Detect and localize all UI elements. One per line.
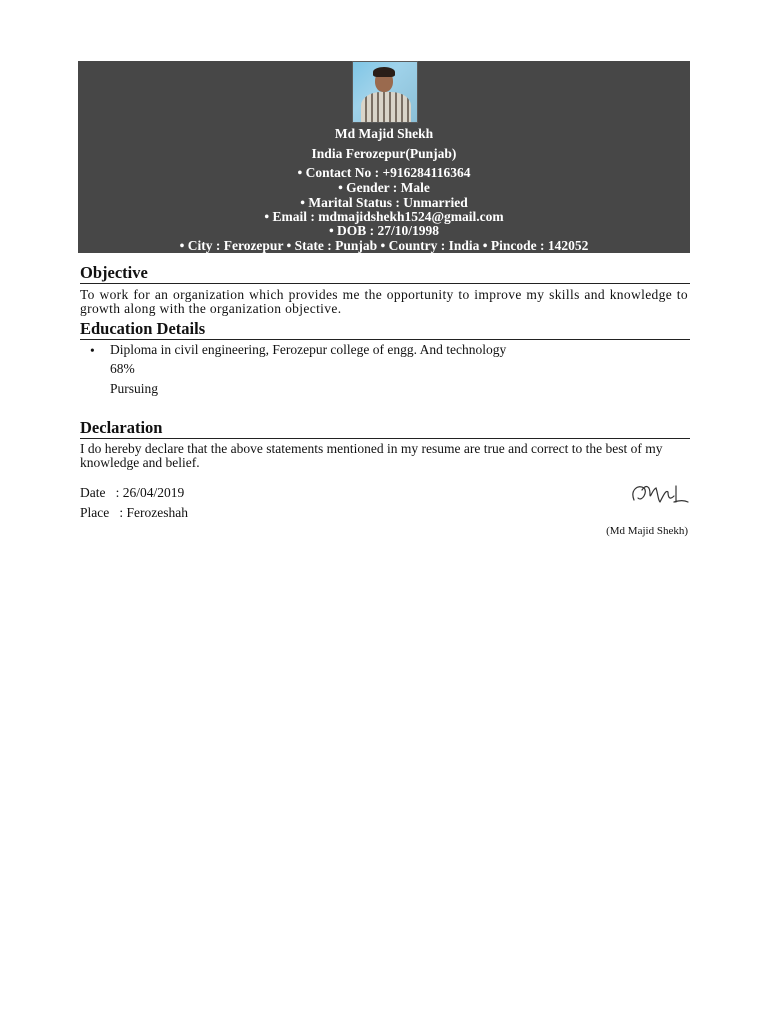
education-status: Pursuing	[110, 381, 159, 396]
marital-status: • Marital Status : Unmarried	[300, 195, 468, 210]
declaration-place: Place : Ferozeshah	[80, 505, 188, 520]
address-line: • City : Ferozepur • State : Punjab • Country : India • Pincode : 142052	[179, 238, 589, 253]
education-percent: 68%	[110, 361, 135, 376]
declaration-heading: Declaration	[80, 419, 690, 439]
declaration-date: Date : 26/04/2019	[80, 485, 185, 500]
education-bullet: •	[90, 343, 95, 358]
declaration-text: I do hereby declare that the above statements mentioned in my resume are true and correct to the best of my knowledge and belief.	[80, 441, 663, 470]
education-heading: Education Details	[80, 320, 690, 340]
objective-heading: Objective	[80, 264, 690, 284]
profile-photo	[352, 61, 418, 123]
signature-icon	[628, 480, 690, 510]
resume-header	[78, 61, 690, 253]
education-item: Diploma in civil engineering, Ferozepur college of engg. And technology	[110, 342, 507, 357]
objective-text: To work for an organization which provides me the opportunity to improve my skills and knowledge to growth along with the organization objective.	[80, 287, 688, 316]
candidate-name: Md Majid Shekh	[334, 126, 434, 141]
email: • Email : mdmajidshekh1524@gmail.com	[264, 209, 504, 224]
gender: • Gender : Male	[338, 180, 430, 195]
date-of-birth: • DOB : 27/10/1998	[328, 223, 440, 238]
candidate-location: India Ferozepur(Punjab)	[311, 146, 457, 161]
signature-name: (Md Majid Shekh)	[606, 525, 688, 537]
contact-number: • Contact No : +916284116364	[297, 165, 471, 180]
